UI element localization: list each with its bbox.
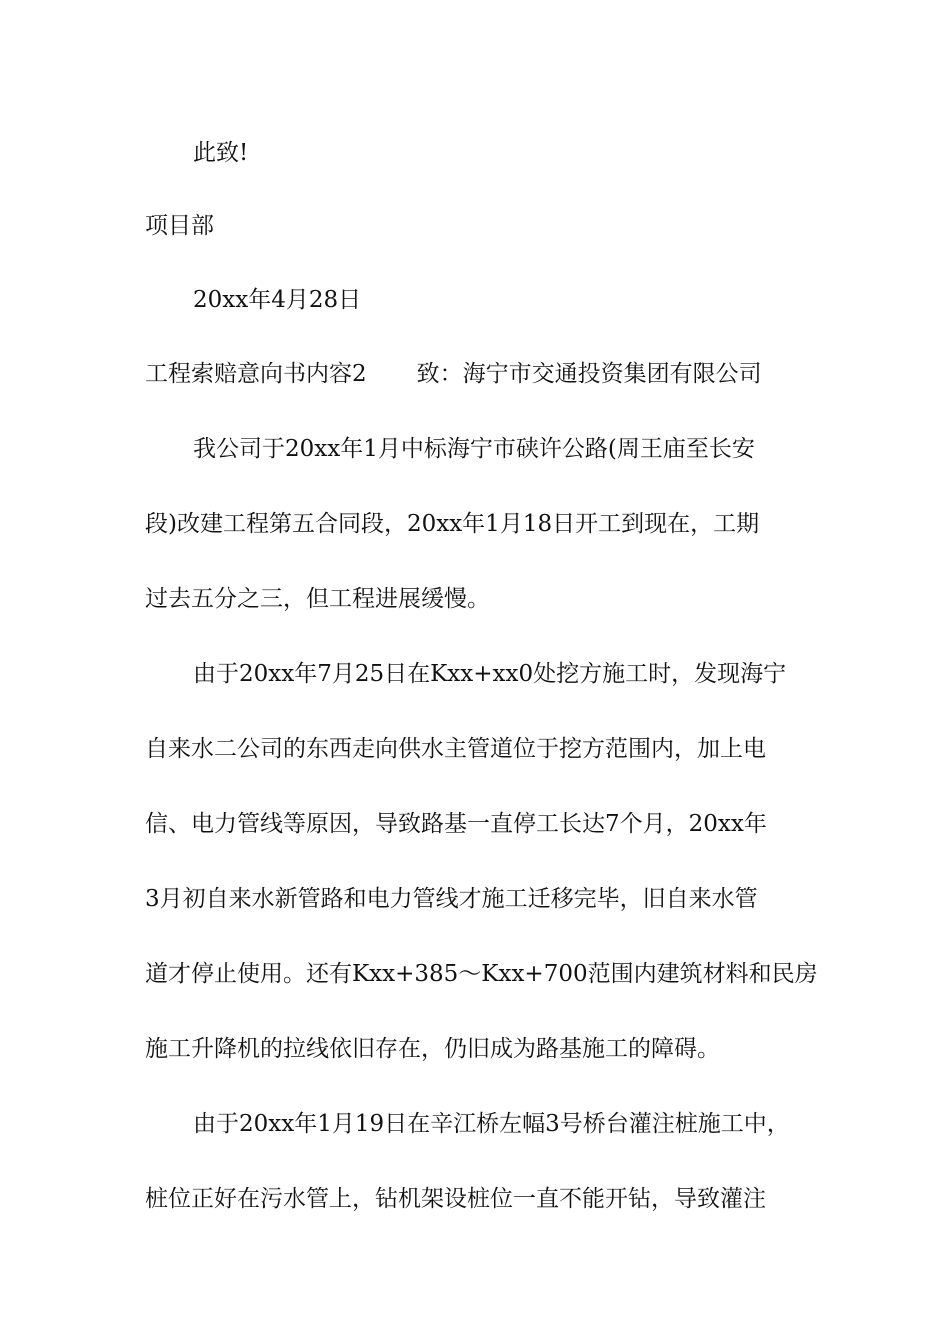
paragraph-line: 信、电力管线等原因，导致路基一直停工长达7个月，20xx年 [145, 811, 767, 837]
paragraph-line: 由于20xx年7月25日在Kxx+xx0处挖方施工时，发现海宁 [193, 661, 787, 687]
paragraph-line: 自来水二公司的东西走向供水主管道位于挖方范围内，加上电 [145, 736, 766, 762]
closing-salutation: 此致! [193, 140, 249, 166]
paragraph-line: 桩位正好在污水管上，钻机架设桩位一直不能开钻，导致灌注 [145, 1186, 766, 1212]
paragraph-line: 施工升降机的拉线依旧存在，仍旧成为路基施工的障碍。 [145, 1036, 720, 1062]
paragraph-line: 道才停止使用。还有Kxx+385～Kxx+700范围内建筑材料和民房 [145, 961, 818, 987]
letter-date: 20xx年4月28日 [193, 287, 362, 313]
paragraph-line: 段)改建工程第五合同段，20xx年1月18日开工到现在，工期 [145, 511, 760, 537]
recipient-line: 致：海宁市交通投资集团有限公司 [416, 361, 762, 387]
paragraph-line: 我公司于20xx年1月中标海宁市硖许公路(周王庙至长安 [193, 436, 755, 462]
sender-name: 项目部 [145, 213, 214, 239]
paragraph-line: 由于20xx年1月19日在辛江桥左幅3号桥台灌注桩施工中， [193, 1111, 790, 1137]
section-title: 工程索赔意向书内容2 [145, 361, 367, 387]
paragraph-line: 3月初自来水新管路和电力管线才施工迁移完毕，旧自来水管 [145, 886, 758, 912]
paragraph-line: 过去五分之三，但工程进展缓慢。 [145, 586, 490, 612]
section-heading-line [145, 359, 762, 389]
